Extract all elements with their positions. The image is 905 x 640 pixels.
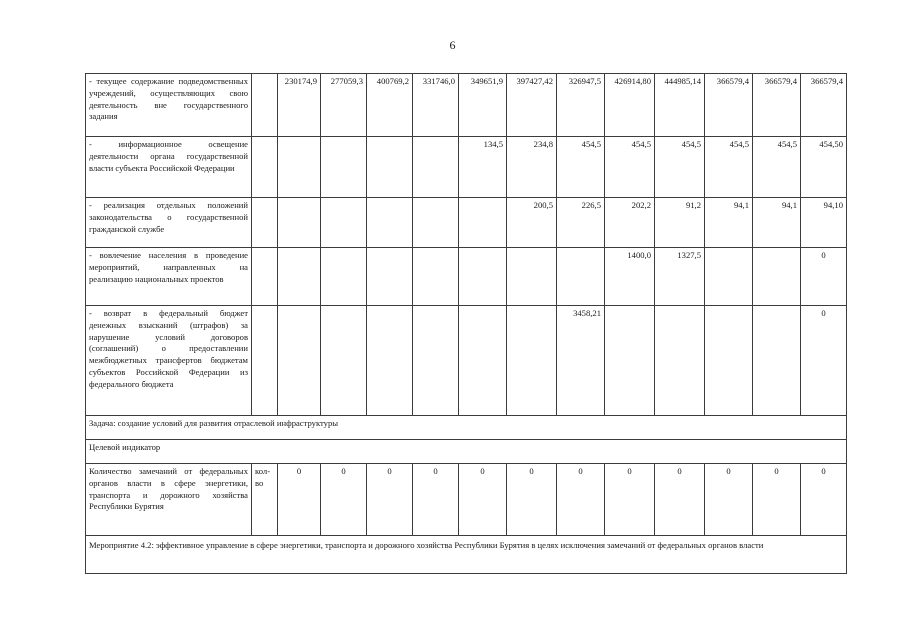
value-cell xyxy=(459,198,507,248)
table-row xyxy=(86,248,847,306)
value-cell: 0 xyxy=(801,306,847,416)
value-cell: 200,5 xyxy=(507,198,557,248)
table-row xyxy=(86,306,847,416)
task-text: Задача: создание условий для развития отраслевой инфраструктуры xyxy=(86,416,847,440)
value-cell xyxy=(278,306,321,416)
value-cell: 0 xyxy=(605,464,655,536)
row-label: Количество замечаний от федеральных органов власти в сфере энергетики, транспорта и дорожного хозяйства Республики Бурятия xyxy=(86,464,252,536)
page-number: 6 xyxy=(449,38,456,52)
value-cell: 226,5 xyxy=(557,198,605,248)
indicator-row xyxy=(86,464,847,536)
value-cell xyxy=(367,306,413,416)
value-cell: 366579,4 xyxy=(753,74,801,137)
value-cell: 331746,0 xyxy=(413,74,459,137)
value-cell xyxy=(278,198,321,248)
value-cell xyxy=(459,248,507,306)
value-cell: 0 xyxy=(413,464,459,536)
value-cell xyxy=(321,198,367,248)
value-cell: 91,2 xyxy=(655,198,705,248)
value-cell: 426914,80 xyxy=(605,74,655,137)
value-cell xyxy=(321,137,367,198)
value-cell: 326947,5 xyxy=(557,74,605,137)
value-cell: 230174,9 xyxy=(278,74,321,137)
value-cell: 234,8 xyxy=(507,137,557,198)
value-cell: 366579,4 xyxy=(705,74,753,137)
value-cell: 0 xyxy=(557,464,605,536)
value-cell: 0 xyxy=(753,464,801,536)
target-indicator-row xyxy=(86,440,847,464)
table-row xyxy=(86,137,847,198)
value-cell: 454,5 xyxy=(753,137,801,198)
row-unit xyxy=(252,306,278,416)
measure-row xyxy=(86,536,847,574)
value-cell: 1327,5 xyxy=(655,248,705,306)
value-cell: 349651,9 xyxy=(459,74,507,137)
value-cell: 0 xyxy=(655,464,705,536)
value-cell xyxy=(655,306,705,416)
value-cell xyxy=(367,137,413,198)
row-label: - вовлечение населения в проведение мероприятий, направленных на реализацию национальных проектов xyxy=(86,248,252,306)
table-row xyxy=(86,74,847,137)
value-cell xyxy=(605,306,655,416)
value-cell xyxy=(413,137,459,198)
row-label: - информационное освещение деятельности органа государственной власти субъекта Российской Федерации xyxy=(86,137,252,198)
value-cell xyxy=(413,306,459,416)
budget-table xyxy=(85,73,847,574)
value-cell: 277059,3 xyxy=(321,74,367,137)
row-label: - текущее содержание подведомственных учреждений, осуществляющих свою деятельность вне государственного задания xyxy=(86,74,252,137)
value-cell xyxy=(413,248,459,306)
value-cell: 0 xyxy=(459,464,507,536)
value-cell xyxy=(753,248,801,306)
value-cell: 1400,0 xyxy=(605,248,655,306)
value-cell: 0 xyxy=(278,464,321,536)
value-cell xyxy=(321,248,367,306)
value-cell xyxy=(367,248,413,306)
value-cell: 0 xyxy=(321,464,367,536)
value-cell: 94,10 xyxy=(801,198,847,248)
value-cell: 3458,21 xyxy=(557,306,605,416)
value-cell: 454,5 xyxy=(655,137,705,198)
value-cell: 0 xyxy=(507,464,557,536)
value-cell: 454,5 xyxy=(557,137,605,198)
row-label: - возврат в федеральный бюджет денежных взысканий (штрафов) за нарушение условий договоров (соглашений) о предоставлении межбюджетных трансфертов бюджетам субъектов Российской Федерации из федерального бюджета xyxy=(86,306,252,416)
task-row xyxy=(86,416,847,440)
row-unit xyxy=(252,198,278,248)
table-row xyxy=(86,198,847,248)
value-cell: 94,1 xyxy=(705,198,753,248)
value-cell xyxy=(413,198,459,248)
value-cell xyxy=(278,137,321,198)
value-cell: 366579,4 xyxy=(801,74,847,137)
target-indicator-text: Целевой индикатор xyxy=(86,440,847,464)
value-cell xyxy=(321,306,367,416)
row-unit: кол-во xyxy=(252,464,278,536)
value-cell: 134,5 xyxy=(459,137,507,198)
value-cell: 202,2 xyxy=(605,198,655,248)
value-cell xyxy=(557,248,605,306)
row-unit xyxy=(252,74,278,137)
value-cell: 454,50 xyxy=(801,137,847,198)
value-cell: 444985,14 xyxy=(655,74,705,137)
value-cell: 0 xyxy=(705,464,753,536)
value-cell: 0 xyxy=(801,248,847,306)
row-unit xyxy=(252,137,278,198)
value-cell: 454,5 xyxy=(605,137,655,198)
value-cell: 454,5 xyxy=(705,137,753,198)
value-cell: 397427,42 xyxy=(507,74,557,137)
value-cell: 0 xyxy=(367,464,413,536)
value-cell: 400769,2 xyxy=(367,74,413,137)
value-cell xyxy=(459,306,507,416)
value-cell xyxy=(705,306,753,416)
row-label: - реализация отдельных положений законодательства о государственной гражданской службе xyxy=(86,198,252,248)
value-cell: 94,1 xyxy=(753,198,801,248)
row-unit xyxy=(252,248,278,306)
value-cell xyxy=(507,306,557,416)
value-cell xyxy=(753,306,801,416)
value-cell xyxy=(278,248,321,306)
value-cell: 0 xyxy=(801,464,847,536)
value-cell xyxy=(705,248,753,306)
value-cell xyxy=(507,248,557,306)
value-cell xyxy=(367,198,413,248)
measure-text: Мероприятие 4.2: эффективное управление в сфере энергетики, транспорта и дорожного хозяйства Республики Бурятия в целях исключения замечаний от федеральных органов власти xyxy=(86,536,847,574)
